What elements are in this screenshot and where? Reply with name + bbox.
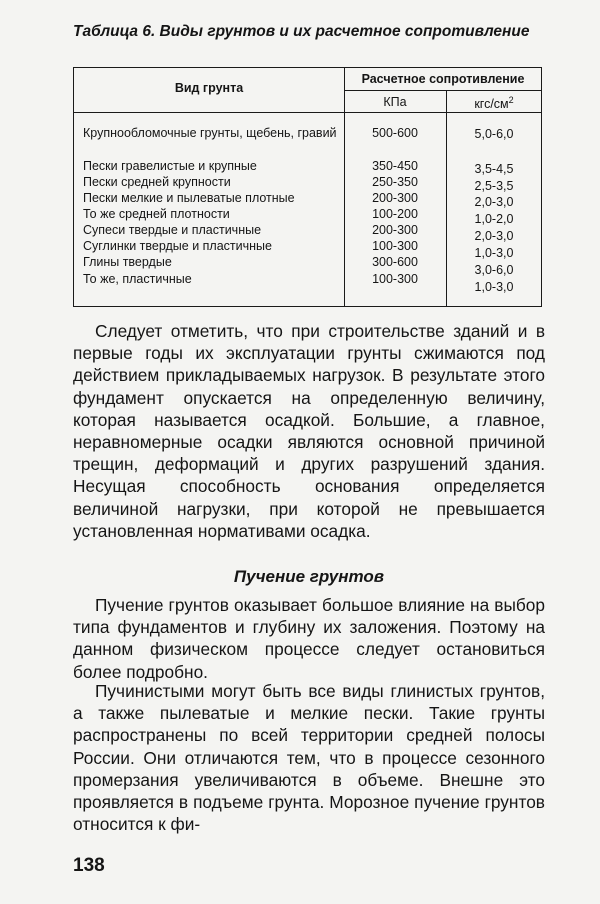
table-row-6-name: Суглинки твердые и пластичные (83, 239, 272, 253)
table-row-1-name: Пески гравелистые и крупные (83, 159, 257, 173)
table-row-1-kpa: 350-450 (372, 159, 418, 173)
header-resistance: Расчетное сопротивление (361, 72, 525, 86)
header-soil-type: Вид грунта (174, 81, 244, 95)
table-row-4-name: То же средней плотности (83, 207, 230, 221)
table-row-8-kgf: 1,0-3,0 (474, 280, 514, 294)
table-caption: Таблица 6. Виды грунтов и их расчетное сопротивление (73, 23, 530, 40)
page-number: 138 (73, 855, 105, 876)
soil-resistance-table (73, 67, 542, 307)
table-divider-sub (344, 90, 541, 91)
header-unit-kgf: кгс/$см^2$ (474, 95, 514, 112)
table-row-8-name: То же, пластичные (83, 272, 192, 286)
paragraph-heaving-soils: Пучинистыми могут быть все виды глинистых грунтов, а также пылеватые и мелкие пески. Такие грунты распространены по всей территории средней полосы России. Они отличаются тем, что в процессе сезонного промерзания увеличиваются в объеме. Внешне это проявляется в подъеме грунта. Морозное пучение грунтов относится к фи- (73, 681, 545, 835)
table-row-5-kgf: 2,0-3,0 (474, 229, 514, 243)
table-divider-header (74, 112, 541, 113)
table-row-4-kgf: 1,0-2,0 (474, 212, 514, 226)
table-row-6-kgf: 1,0-3,0 (474, 246, 514, 260)
table-row-5-kpa: 200-300 (372, 223, 418, 237)
table-row-2-name: Пески средней крупности (83, 175, 231, 189)
header-unit-kpa: КПа (383, 95, 407, 109)
paragraph-settlement: Следует отметить, что при строительстве зданий и в первые годы их эксплуатации грунты сжимаются под действием прикладываемых нагрузок. В результате этого фундамент опускается на определенную величину, которая называется осадкой. Большие, а главное, неравномерные осадки являются основной причиной трещин, деформаций и других разрушений здания. Несущая способность основания определяется величиной нагрузки, при которой не превышается установленная нормативами осадка. (73, 321, 545, 541)
table-row-3-name: Пески мелкие и пылеватые плотные (83, 191, 295, 205)
table-row-7-kgf: 3,0-6,0 (474, 263, 514, 277)
table-row-7-kpa: 300-600 (372, 255, 418, 269)
table-row-8-kpa: 100-300 (372, 272, 418, 286)
table-row-5-name: Супеси твердые и пластичные (83, 223, 262, 237)
table-row-6-kpa: 100-300 (372, 239, 418, 253)
table-row-3-kpa: 200-300 (372, 191, 418, 205)
table-row-2-kpa: 250-350 (372, 175, 418, 189)
paragraph-heaving-intro: Пучение грунтов оказывает большое влияние на выбор типа фундаментов и глубину их заложения. Поэтому на данном физическом процессе следует остановиться более подробно. (73, 595, 545, 682)
table-row-4-kpa: 100-200 (372, 207, 418, 221)
table-row-1-kgf: 3,5-4,5 (474, 162, 514, 176)
table-row-7-name: Глины твердые (83, 255, 172, 269)
table-row-0-kgf: 5,0-6,0 (474, 127, 514, 141)
section-title-heaving: Пучение грунтов (233, 567, 385, 586)
table-row-0-kpa: 500-600 (372, 126, 418, 140)
table-row-0-name: Крупнообломочные грунты, щебень, гравий (83, 126, 337, 140)
table-row-2-kgf: 2,5-3,5 (474, 179, 514, 193)
table-row-3-kgf: 2,0-3,0 (474, 195, 514, 209)
